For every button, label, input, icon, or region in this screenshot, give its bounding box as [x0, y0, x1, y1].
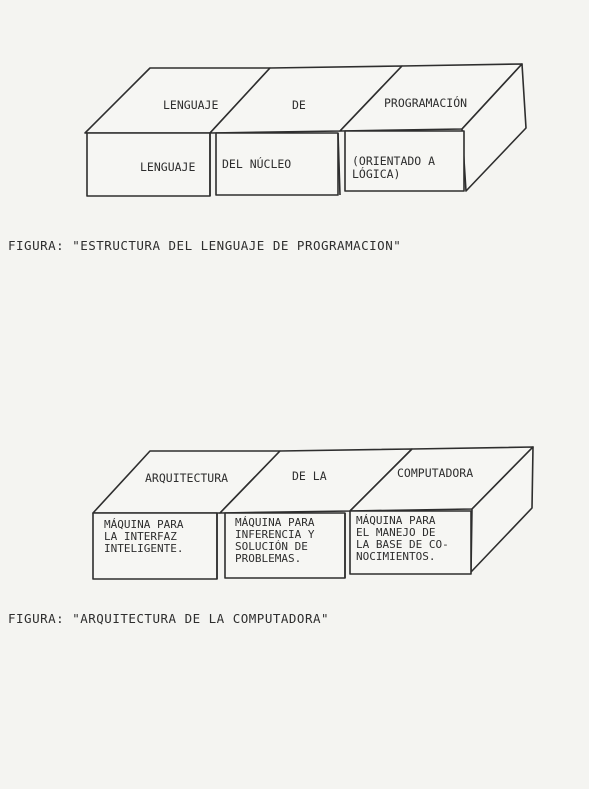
box1-line2: LA INTERFAZ: [104, 530, 177, 543]
box3-line3: LA BASE DE CO-: [356, 538, 449, 551]
box3-line4: NOCIMIENTOS.: [356, 550, 436, 563]
front-label-lenguaje: LENGUAJE: [140, 160, 196, 174]
top-label-de-la: DE LA: [292, 469, 327, 483]
caption-figure-1: FIGURA: "ESTRUCTURA DEL LENGUAJE DE PROGRAMACION": [8, 238, 402, 253]
top-label-computadora: COMPUTADORA: [397, 466, 474, 480]
front-label-nucleo: DEL NÚCLEO: [222, 157, 292, 171]
box3-line2: EL MANEJO DE: [356, 526, 436, 539]
box1-line3: INTELIGENTE.: [104, 542, 184, 555]
front-label-orientado-line2: LÓGICA): [352, 167, 401, 181]
diagram-computer-architecture: [0, 440, 589, 590]
front-label-orientado-line1: (ORIENTADO A: [352, 154, 436, 168]
box2-line1: MÁQUINA PARA: [235, 516, 315, 529]
top-label-de: DE: [292, 98, 306, 112]
caption-figure-2: FIGURA: "ARQUITECTURA DE LA COMPUTADORA": [8, 611, 330, 626]
top-label-lenguaje: LENGUAJE: [163, 98, 219, 112]
box2-line2: INFERENCIA Y: [235, 528, 315, 541]
top-label-arquitectura: ARQUITECTURA: [145, 471, 229, 485]
box1-line1: MÁQUINA PARA: [104, 518, 184, 531]
top-label-programacion: PROGRAMACIÓN: [384, 96, 468, 110]
box2-line4: PROBLEMAS.: [235, 552, 302, 565]
box3-line1: MÁQUINA PARA: [356, 514, 436, 527]
box2-line3: SOLUCIÓN DE: [235, 540, 308, 553]
diagram-programming-language: [0, 55, 589, 215]
